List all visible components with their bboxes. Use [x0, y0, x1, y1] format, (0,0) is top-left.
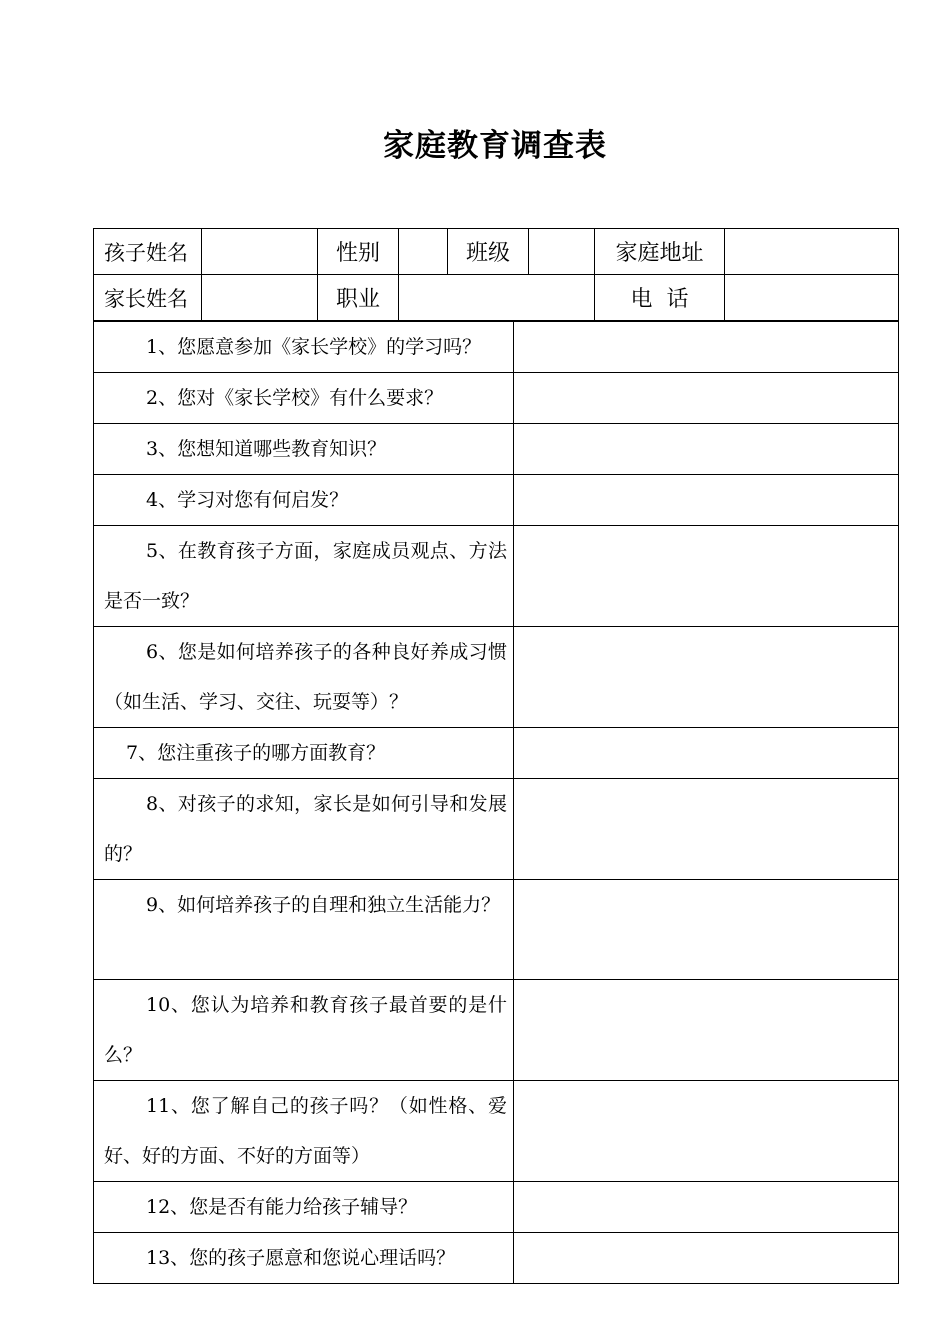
- answer-field[interactable]: [514, 526, 899, 627]
- page-title: 家庭教育调查表: [383, 128, 607, 164]
- gender-label: 性别: [318, 229, 399, 275]
- basic-info-row-1: [94, 229, 899, 275]
- answer-field[interactable]: [514, 1081, 899, 1182]
- question-row: [94, 779, 899, 880]
- question-text: 3、您想知道哪些教育知识？: [94, 424, 514, 475]
- address-field[interactable]: [725, 229, 899, 275]
- class-field[interactable]: [529, 229, 595, 275]
- occupation-field[interactable]: [399, 275, 595, 321]
- question-text: 4、学习对您有何启发？: [94, 475, 514, 526]
- question-text: 5、在教育孩子方面，家庭成员观点、方法是否一致？: [94, 526, 514, 627]
- question-row: [94, 980, 899, 1081]
- question-text: 6、您是如何培养孩子的各种良好养成习惯（如生活、学习、交往、玩耍等）？: [94, 627, 514, 728]
- question-row: [94, 526, 899, 627]
- phone-field[interactable]: [725, 275, 899, 321]
- question-row: [94, 1233, 899, 1284]
- answer-field[interactable]: [514, 424, 899, 475]
- child-name-field[interactable]: [202, 229, 318, 275]
- answer-field[interactable]: [514, 779, 899, 880]
- question-row: [94, 1182, 899, 1233]
- question-text: 12、您是否有能力给孩子辅导？: [94, 1182, 514, 1233]
- phone-label: 电 话: [595, 275, 725, 321]
- basic-info-table: [93, 228, 899, 321]
- parent-name-field[interactable]: [202, 275, 318, 321]
- answer-field[interactable]: [514, 373, 899, 424]
- answer-field[interactable]: [514, 1233, 899, 1284]
- question-text: 13、您的孩子愿意和您说心理话吗？: [94, 1233, 514, 1284]
- address-label: 家庭地址: [595, 229, 725, 275]
- answer-field[interactable]: [514, 880, 899, 980]
- answer-field[interactable]: [514, 980, 899, 1081]
- question-row: [94, 373, 899, 424]
- child-name-label: 孩子姓名: [94, 229, 202, 275]
- gender-field[interactable]: [399, 229, 448, 275]
- answer-field[interactable]: [514, 1182, 899, 1233]
- class-label: 班级: [448, 229, 529, 275]
- parent-name-label: 家长姓名: [94, 275, 202, 321]
- answer-field[interactable]: [514, 728, 899, 779]
- question-row: [94, 475, 899, 526]
- question-text: 11、您了解自己的孩子吗？（如性格、爱好、好的方面、不好的方面等）: [94, 1081, 514, 1182]
- question-text: 1、您愿意参加《家长学校》的学习吗？: [94, 322, 514, 373]
- occupation-label: 职业: [318, 275, 399, 321]
- answer-field[interactable]: [514, 475, 899, 526]
- question-row: [94, 627, 899, 728]
- questionnaire-table: [93, 321, 899, 1284]
- question-row: [94, 424, 899, 475]
- question-text: 8、对孩子的求知，家长是如何引导和发展的？: [94, 779, 514, 880]
- question-text: 7、您注重孩子的哪方面教育？: [94, 728, 514, 779]
- question-text: 9、如何培养孩子的自理和独立生活能力？: [94, 880, 514, 980]
- question-row: [94, 880, 899, 980]
- question-text: 10、您认为培养和教育孩子最首要的是什么？: [94, 980, 514, 1081]
- basic-info-row-2: [94, 275, 899, 321]
- answer-field[interactable]: [514, 322, 899, 373]
- question-row: [94, 728, 899, 779]
- question-row: [94, 322, 899, 373]
- answer-field[interactable]: [514, 627, 899, 728]
- question-text: 2、您对《家长学校》有什么要求？: [94, 373, 514, 424]
- question-row: [94, 1081, 899, 1182]
